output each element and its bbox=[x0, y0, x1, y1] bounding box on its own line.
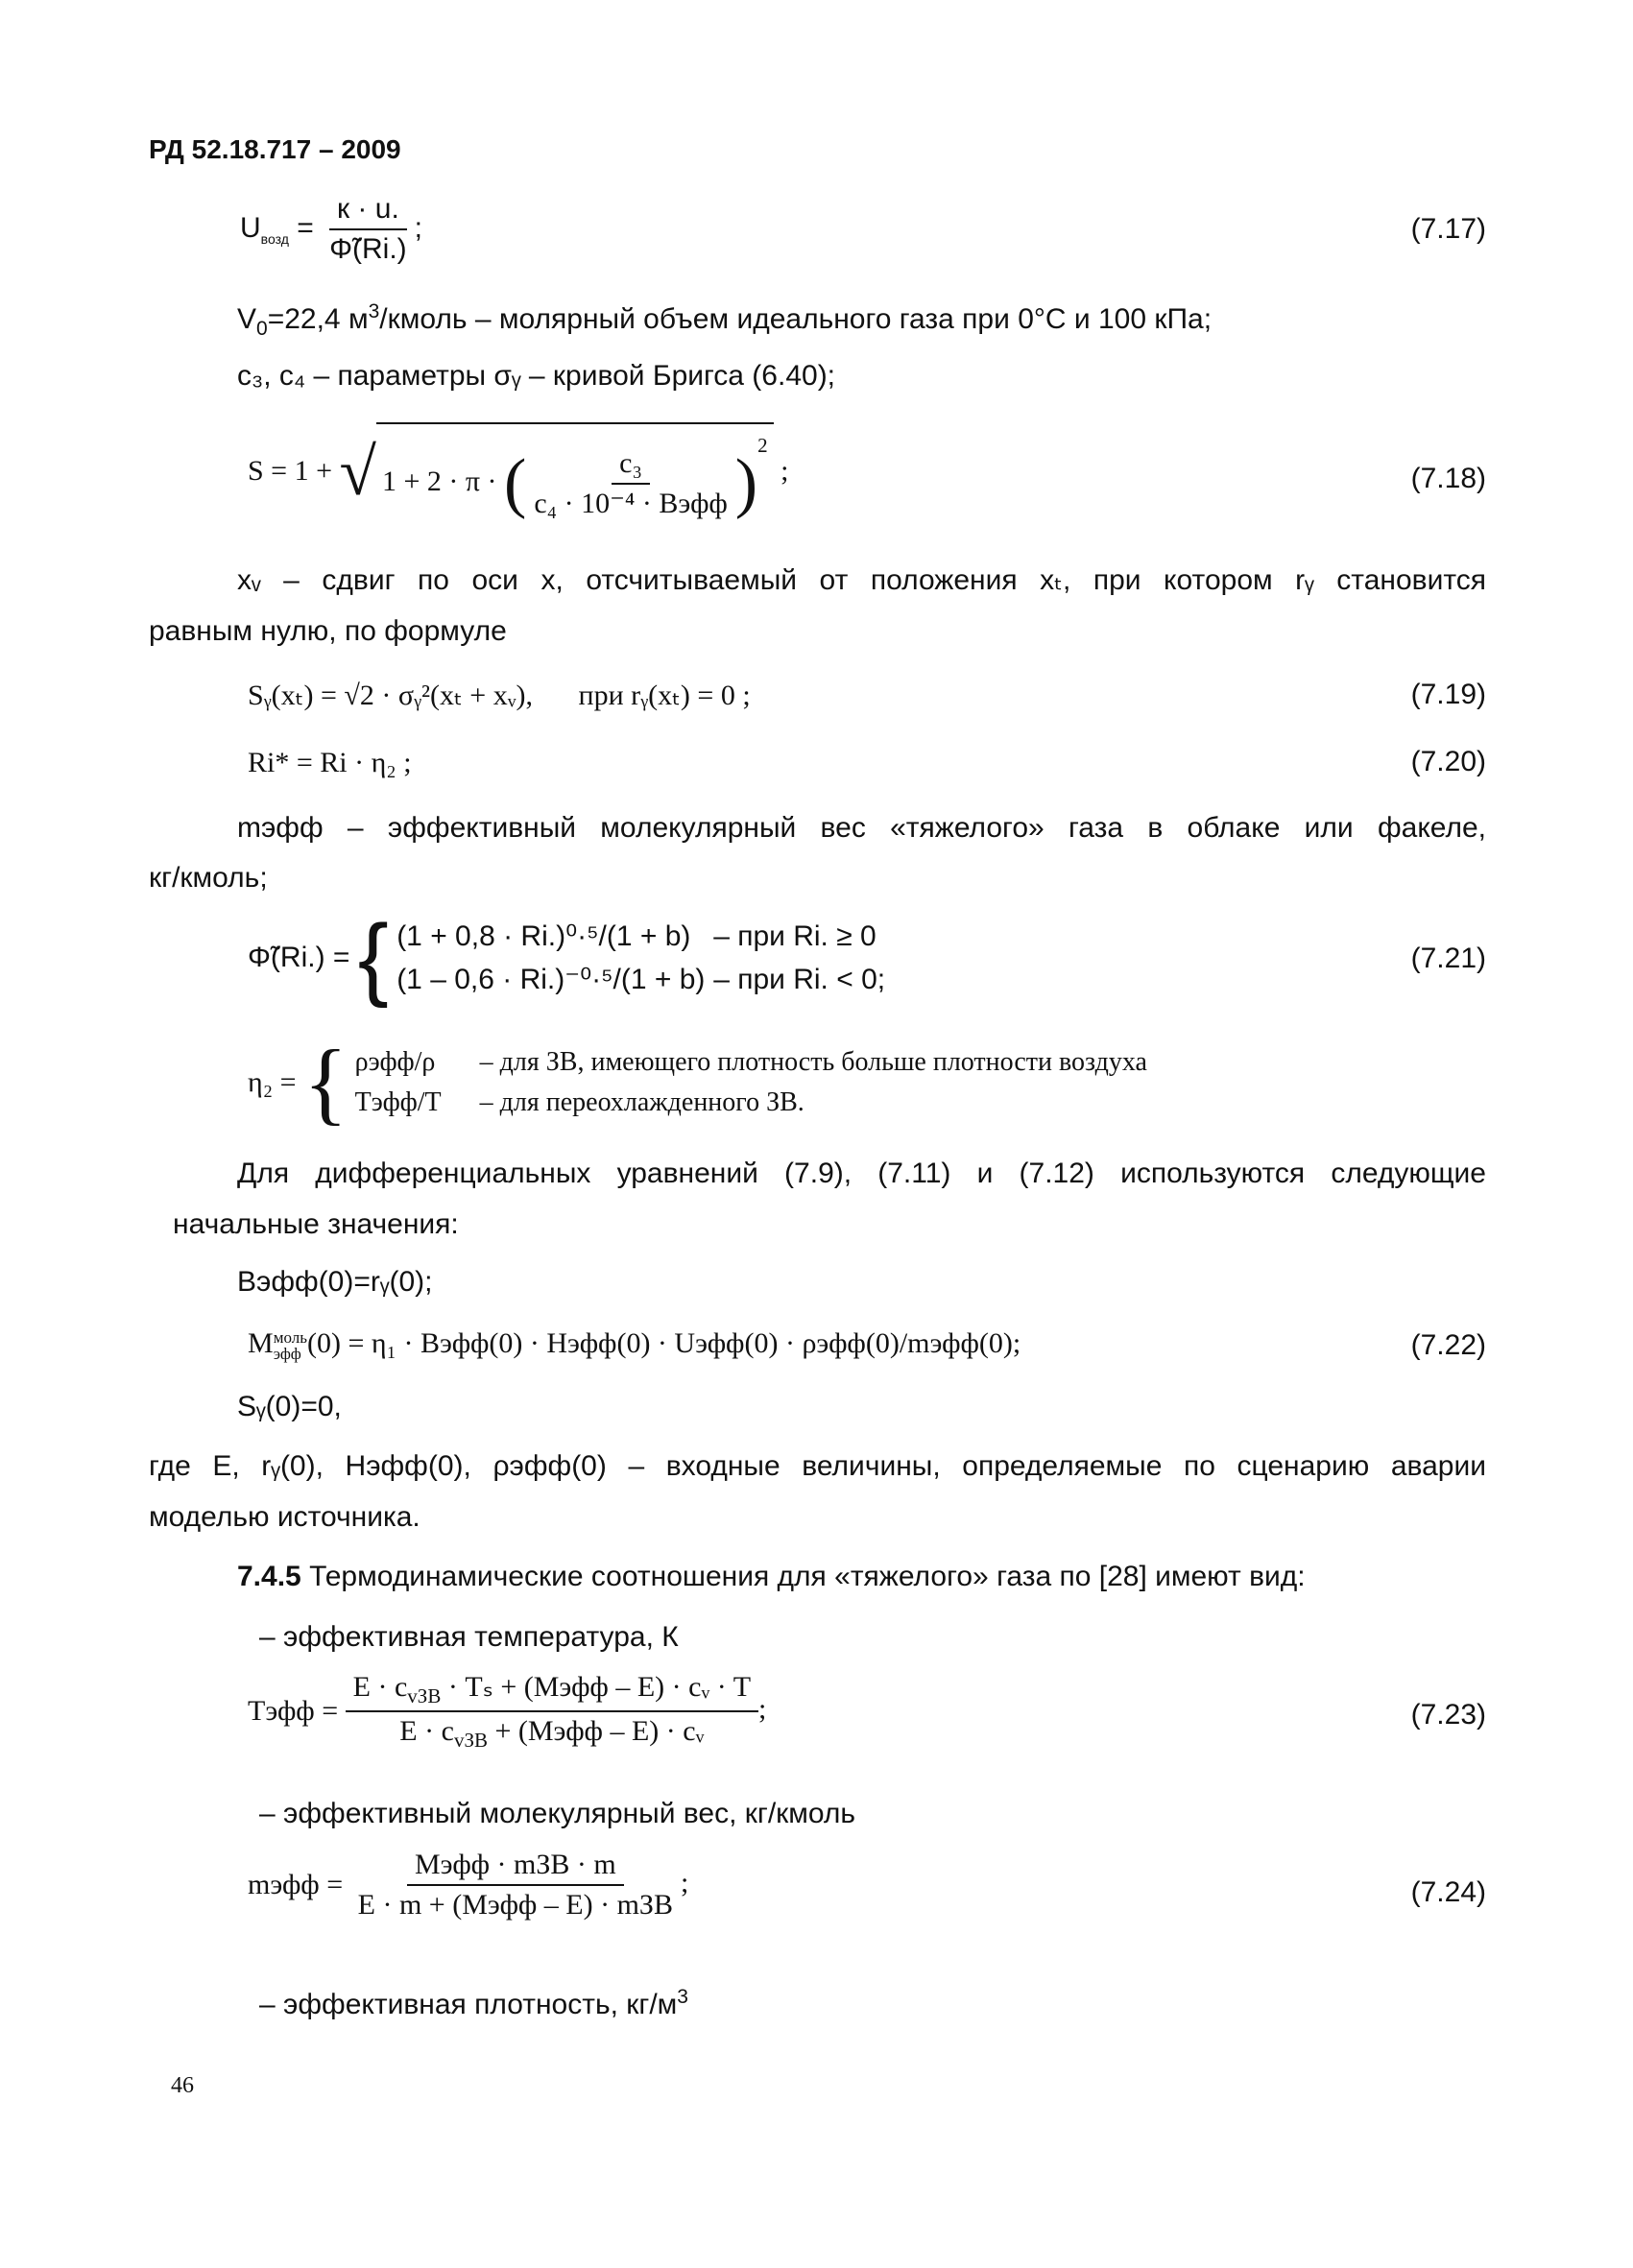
init-paragraph-line2: начальные значения: bbox=[173, 1208, 459, 1240]
paren-open: ( bbox=[504, 446, 527, 521]
denominator-sub: vЗВ bbox=[453, 1729, 488, 1753]
equation-number-7-22: (7.22) bbox=[1410, 1329, 1486, 1361]
case-1-expr: (1 + 0,8 · Ri.)⁰·⁵/(1 + b) bbox=[396, 920, 691, 952]
lhs-sup: моль bbox=[273, 1328, 307, 1348]
bullet-effective-density bbox=[259, 1985, 688, 2022]
eq-lhs: Φ̃(Ri.) = bbox=[248, 942, 350, 973]
case-row-1 bbox=[396, 915, 885, 958]
case-row-1 bbox=[355, 1042, 1147, 1083]
document-header: РД 52.18.717 – 2009 bbox=[149, 134, 401, 164]
equation-number-7-20: (7.20) bbox=[1410, 746, 1486, 777]
fraction bbox=[350, 1848, 681, 1922]
case-2-condition: – при Ri. < 0; bbox=[713, 964, 886, 995]
denominator-rest: + (Mэфф – E) · cᵥ bbox=[487, 1715, 705, 1748]
equation-7-17 bbox=[240, 192, 422, 267]
equation-number-7-17: (7.17) bbox=[1410, 213, 1486, 245]
equation-7-19 bbox=[248, 679, 751, 713]
exponent: 2 bbox=[757, 434, 768, 457]
case-2-condition: – для переохлажденного ЗВ. bbox=[479, 1087, 804, 1117]
case-1-condition: – для ЗВ, имеющего плотность больше плотности воздуха bbox=[479, 1047, 1147, 1077]
numerator-sub: vЗВ bbox=[407, 1684, 442, 1707]
meff-paragraph-line1: mэфф – эффективный молекулярный вес «тяжелого» газа в облаке или факеле, bbox=[237, 812, 1486, 844]
density-text: – эффективная плотность, кг/м bbox=[259, 1989, 678, 2020]
init-paragraph-line1: Для дифференциальных уравнений (7.9), (7.11) и (7.12) используются следующие bbox=[237, 1158, 1486, 1189]
fraction bbox=[322, 192, 415, 267]
equation-7-23 bbox=[248, 1670, 766, 1753]
sqrt-icon: √ bbox=[339, 436, 376, 511]
case-1-condition: – при Ri. ≥ 0 bbox=[713, 920, 877, 952]
eq-lhs: η₂ = bbox=[248, 1066, 297, 1098]
equals: = bbox=[297, 211, 323, 244]
density-sup: 3 bbox=[677, 1986, 688, 2008]
equation-7-20: Ri* = Ri · η₂ ; bbox=[248, 747, 412, 778]
equation-eta2 bbox=[248, 1031, 1147, 1134]
case-2-expr: (1 – 0,6 · Ri.)⁻⁰·⁵/(1 + b) bbox=[396, 964, 706, 995]
piecewise-cases bbox=[355, 1042, 1147, 1123]
fraction bbox=[526, 446, 734, 521]
eq-lhs: U bbox=[240, 211, 261, 244]
eq-tail: ; bbox=[758, 1693, 767, 1726]
denominator-head: E · c bbox=[399, 1715, 454, 1748]
xv-paragraph-line1: xᵥ – сдвиг по оси x, отсчитываемый от положения xₜ, при котором rᵧ становится bbox=[237, 564, 1486, 596]
numerator bbox=[346, 1670, 758, 1712]
section-7-4-5 bbox=[237, 1560, 1306, 1594]
eq-expr: Sᵧ(xₜ) = √2 · σᵧ²(xₜ + xᵥ), bbox=[248, 680, 534, 711]
lhs-sub: эфф bbox=[273, 1345, 301, 1364]
v0-sub: 0 bbox=[256, 318, 268, 340]
denominator: E · m + (Mэфф – E) · mЗВ bbox=[357, 1889, 673, 1921]
eq-tail: ; bbox=[680, 1866, 689, 1898]
numerator-head: E · c bbox=[352, 1671, 408, 1703]
where-paragraph-line1: где E, rᵧ(0), Hэфф(0), ρэфф(0) – входные величины, определяемые по сценарию аварии bbox=[149, 1450, 1486, 1482]
case-row-2 bbox=[396, 958, 885, 1001]
eq-lhs: mэфф = bbox=[248, 1869, 344, 1900]
equation-7-22 bbox=[248, 1326, 1021, 1362]
numerator: к · u. bbox=[329, 192, 407, 230]
eq-expr: (0) = η₁ · Bэфф(0) · Hэфф(0) · Uэфф(0) · ρэфф(0)/mэфф(0); bbox=[306, 1327, 1021, 1359]
eq-condition: при rᵧ(xₜ) = 0 ; bbox=[578, 680, 751, 711]
equation-7-18 bbox=[248, 422, 788, 524]
equation-number-7-18: (7.18) bbox=[1410, 463, 1486, 494]
lhs-scripts bbox=[274, 1329, 307, 1362]
case-row-2 bbox=[355, 1083, 1147, 1123]
numerator-rest: · Tₛ + (Mэфф – E) · cᵥ · T bbox=[441, 1671, 752, 1703]
page-number: 46 bbox=[171, 2073, 194, 2098]
sqrt-inner-pre: 1 + 2 · π · bbox=[381, 466, 497, 497]
eq-tail: ; bbox=[780, 454, 789, 487]
sqrt-body bbox=[376, 422, 774, 524]
section-text: Термодинамические соотношения для «тяжелого» газа по [28] имеют вид: bbox=[300, 1561, 1306, 1592]
where-paragraph-line2: моделью источника. bbox=[149, 1501, 420, 1533]
eq-lhs: S = 1 + bbox=[248, 454, 333, 487]
v0-definition bbox=[237, 299, 1212, 341]
left-brace-icon: { bbox=[303, 1031, 348, 1134]
equation-7-21 bbox=[248, 906, 886, 1009]
c3-c4-definition: с₃, с₄ – параметры σᵧ – кривой Бригса (6.40); bbox=[237, 360, 836, 392]
denominator: c₄ · 10⁻⁴ · Bэфф bbox=[534, 488, 728, 520]
fraction bbox=[346, 1670, 758, 1753]
paren-close: ) bbox=[734, 446, 758, 521]
meff-paragraph-line2: кг/кмоль; bbox=[149, 862, 268, 894]
equation-number-7-23: (7.23) bbox=[1410, 1699, 1486, 1731]
eq-lhs: Tэфф = bbox=[248, 1695, 339, 1728]
v0-pre: V bbox=[237, 303, 257, 335]
denominator bbox=[392, 1712, 711, 1753]
eq-lhs-sub: возд bbox=[260, 230, 289, 247]
denominator: Φ̃(Ri.) bbox=[329, 233, 407, 265]
eq-tail: ; bbox=[414, 211, 423, 244]
case-1-expr: ρэфф/ρ bbox=[354, 1047, 436, 1077]
piecewise-cases bbox=[396, 915, 885, 1001]
xv-paragraph-line2: равным нулю, по формуле bbox=[149, 615, 507, 647]
init-b-eff: Bэфф(0)=rᵧ(0); bbox=[237, 1266, 433, 1298]
section-number: 7.4.5 bbox=[237, 1561, 301, 1592]
equation-number-7-19: (7.19) bbox=[1410, 679, 1486, 710]
init-s: Sᵧ(0)=0, bbox=[237, 1391, 342, 1422]
numerator: Mэфф · mЗВ · m bbox=[407, 1848, 624, 1886]
left-brace-icon: { bbox=[357, 906, 389, 1009]
v0-post: /кмоль – молярный объем идеального газа при 0°С и 100 кПа; bbox=[379, 303, 1213, 335]
v0-sup: 3 bbox=[368, 300, 380, 322]
bullet-effective-temperature: – эффективная температура, К bbox=[259, 1621, 679, 1653]
equation-7-24 bbox=[248, 1848, 688, 1922]
case-2-expr: Tэфф/T bbox=[354, 1087, 442, 1117]
equation-number-7-24: (7.24) bbox=[1410, 1876, 1486, 1908]
bullet-effective-molecular-weight: – эффективный молекулярный вес, кг/кмоль bbox=[259, 1798, 856, 1829]
v0-mid: =22,4 м bbox=[267, 303, 369, 335]
numerator: c₃ bbox=[612, 446, 650, 485]
equation-number-7-21: (7.21) bbox=[1410, 943, 1486, 974]
eq-lhs: M bbox=[248, 1327, 274, 1359]
